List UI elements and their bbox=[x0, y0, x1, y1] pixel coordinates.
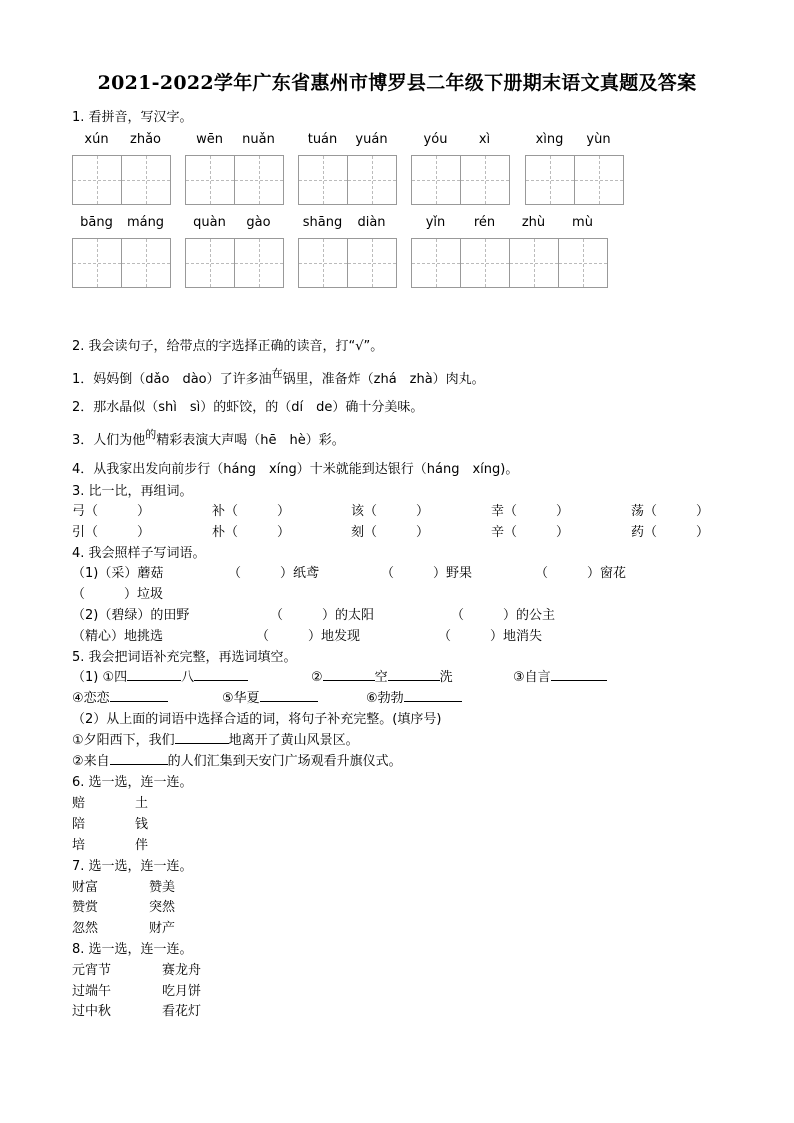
q6-left: 培 bbox=[72, 838, 86, 853]
pinyin-box-group bbox=[298, 215, 397, 288]
pinyin-label: mù bbox=[572, 215, 593, 230]
q1-heading: 1. 看拼音，写汉字。 bbox=[72, 110, 193, 125]
q3-item: 辛（ ） bbox=[491, 525, 570, 540]
page-title: 2021-2022学年广东省惠州市博罗县二年级下册期末语文真题及答案 bbox=[97, 72, 697, 94]
q4-item: （ ）的太阳 bbox=[270, 608, 375, 623]
pinyin-box-group bbox=[72, 215, 171, 288]
q4-item: （ ）垃圾 bbox=[72, 587, 164, 602]
pinyin-label: wēn bbox=[196, 132, 223, 147]
q5-part2: （2）从上面的词语中选择合适的词，将句子补充完整。(填序号) bbox=[72, 712, 442, 727]
q7-right: 赞美 bbox=[149, 880, 176, 895]
q7-left: 财富 bbox=[72, 880, 99, 895]
q8-right: 吃月饼 bbox=[162, 984, 202, 999]
q3-item: 该（ ） bbox=[351, 504, 430, 519]
pinyin-label: diàn bbox=[357, 215, 386, 230]
pinyin-label: zhù bbox=[521, 215, 546, 230]
writing-box[interactable] bbox=[234, 238, 284, 288]
q5-line-a3: ③自言 bbox=[513, 666, 607, 685]
q5-line-b2: ⑤华夏 bbox=[222, 687, 318, 706]
writing-box[interactable] bbox=[347, 155, 397, 205]
q8-right: 看花灯 bbox=[162, 1004, 202, 1019]
blank bbox=[110, 689, 168, 702]
q3-item: 荡（ ） bbox=[631, 504, 710, 519]
q5-heading: 5. 我会把词语补充完整，再选词填空。 bbox=[72, 650, 297, 665]
writing-box[interactable] bbox=[411, 155, 461, 205]
q4-item: （ ）野果 bbox=[381, 566, 473, 581]
q5-line-b1: ④恋恋 bbox=[72, 687, 168, 706]
q2-sentence-1: 1．妈妈倒（dǎo dào）了许多油$^在$锅里，准备炸（zhá zhà）肉丸。 bbox=[72, 367, 485, 387]
pinyin-label: zhǎo bbox=[130, 132, 161, 147]
q7-left: 忽然 bbox=[72, 921, 99, 936]
writing-box[interactable] bbox=[525, 155, 575, 205]
blank bbox=[404, 689, 462, 702]
writing-box[interactable] bbox=[347, 238, 397, 288]
pinyin-label: quàn bbox=[193, 215, 226, 230]
q6-left: 赔 bbox=[72, 796, 86, 811]
pinyin-label: xì bbox=[478, 132, 491, 147]
q4-item: （精心）地挑选 bbox=[72, 629, 164, 644]
pinyin-box-group bbox=[185, 132, 284, 205]
q3-item: 幸（ ） bbox=[491, 504, 570, 519]
q4-heading: 4. 我会照样子写词语。 bbox=[72, 546, 206, 561]
pinyin-label: xìng bbox=[535, 132, 564, 147]
q5-line-a2: ② 空 洗 bbox=[311, 670, 453, 685]
writing-box[interactable] bbox=[72, 155, 122, 205]
pinyin-label: gào bbox=[246, 215, 271, 230]
writing-box[interactable] bbox=[185, 238, 235, 288]
writing-box[interactable] bbox=[460, 238, 510, 288]
q6-right: 土 bbox=[135, 796, 149, 811]
q4-item: （ ）的公主 bbox=[451, 608, 556, 623]
q3-item: 引（ ） bbox=[72, 525, 151, 540]
pinyin-label: nuǎn bbox=[242, 132, 275, 147]
pinyin-label: yóu bbox=[423, 132, 448, 147]
writing-box[interactable] bbox=[185, 155, 235, 205]
q3-item: 补（ ） bbox=[212, 504, 291, 519]
pinyin-label: bāng bbox=[80, 215, 113, 230]
pinyin-label: yuán bbox=[355, 132, 388, 147]
writing-box[interactable] bbox=[121, 155, 171, 205]
pinyin-label: rén bbox=[473, 215, 496, 230]
writing-box[interactable] bbox=[558, 238, 608, 288]
q4-item: （ ）地消失 bbox=[438, 629, 543, 644]
writing-box[interactable] bbox=[72, 238, 122, 288]
q6-heading: 6. 选一选，连一连。 bbox=[72, 775, 193, 790]
q7-heading: 7. 选一选，连一连。 bbox=[72, 859, 193, 874]
blank bbox=[388, 668, 440, 681]
q2-sentence-4: 4．从我家出发向前步行（háng xíng）十米就能到达银行（háng xíng)。 bbox=[72, 462, 519, 477]
writing-box[interactable] bbox=[298, 155, 348, 205]
q5-sentence-1: ①夕阳西下，我们 地离开了黄山风景区。 bbox=[72, 733, 359, 748]
pinyin-label: tuán bbox=[307, 132, 338, 147]
q3-item: 刻（ ） bbox=[351, 525, 430, 540]
pinyin-label: yùn bbox=[586, 132, 611, 147]
pinyin-box-group bbox=[411, 132, 510, 205]
pinyin-label: máng bbox=[126, 215, 165, 230]
pinyin-box-group bbox=[411, 215, 608, 288]
q5-sentence-2: ②来自 的人们汇集到天安门广场观看升旗仪式。 bbox=[72, 754, 402, 769]
q5-line-b3: ⑥勃勃 bbox=[366, 687, 462, 706]
writing-box[interactable] bbox=[574, 155, 624, 205]
q2-sentence-2: 2．那水晶似（shì sì）的虾饺，的（dí de）确十分美味。 bbox=[72, 400, 424, 415]
writing-box[interactable] bbox=[411, 238, 461, 288]
q5-line-a: （1) ①四 八 bbox=[72, 666, 248, 685]
q8-heading: 8. 选一选，连一连。 bbox=[72, 942, 193, 957]
blank bbox=[323, 668, 375, 681]
q3-item: 药（ ） bbox=[631, 525, 710, 540]
q8-left: 过端午 bbox=[72, 984, 112, 999]
q2-heading: 2. 我会读句子，给带点的字选择正确的读音，打“√”。 bbox=[72, 339, 384, 354]
blank bbox=[194, 668, 248, 681]
writing-box[interactable] bbox=[298, 238, 348, 288]
q6-left: 陪 bbox=[72, 817, 86, 832]
q6-right: 伴 bbox=[135, 838, 149, 853]
pinyin-box-group bbox=[525, 132, 624, 205]
q7-left: 赞赏 bbox=[72, 900, 99, 915]
q8-right: 赛龙舟 bbox=[162, 963, 202, 978]
pinyin-label: yǐn bbox=[425, 215, 446, 230]
q8-left: 元宵节 bbox=[72, 963, 112, 978]
q7-right: 突然 bbox=[149, 900, 176, 915]
q4-item: （1)（采）蘑菇 bbox=[72, 566, 164, 581]
q6-right: 钱 bbox=[135, 817, 149, 832]
q3-heading: 3. 比一比，再组词。 bbox=[72, 484, 193, 499]
q8-left: 过中秋 bbox=[72, 1004, 112, 1019]
blank bbox=[127, 668, 181, 681]
q4-item: （ ）地发现 bbox=[256, 629, 361, 644]
blank bbox=[551, 668, 607, 681]
pinyin-label: shāng bbox=[302, 215, 343, 230]
q3-item: 朴（ ） bbox=[212, 525, 291, 540]
q4-item: （ ）纸鸢 bbox=[228, 566, 320, 581]
pinyin-box-group bbox=[72, 132, 171, 205]
writing-box[interactable] bbox=[121, 238, 171, 288]
writing-box[interactable] bbox=[460, 155, 510, 205]
q3-item: 弓（ ） bbox=[72, 504, 151, 519]
q4-item: （2)（碧绿）的田野 bbox=[72, 608, 190, 623]
writing-box[interactable] bbox=[509, 238, 559, 288]
writing-box[interactable] bbox=[234, 155, 284, 205]
blank bbox=[175, 731, 229, 744]
blank bbox=[110, 752, 168, 765]
q2-sentence-3: 3．人们为他$^的$精彩表演大声喝（hē hè）彩。 bbox=[72, 428, 345, 448]
pinyin-box-group bbox=[298, 132, 397, 205]
pinyin-label: xún bbox=[84, 132, 109, 147]
blank bbox=[260, 689, 318, 702]
q4-item: （ ）窗花 bbox=[535, 566, 627, 581]
q7-right: 财产 bbox=[149, 921, 176, 936]
pinyin-box-group bbox=[185, 215, 284, 288]
